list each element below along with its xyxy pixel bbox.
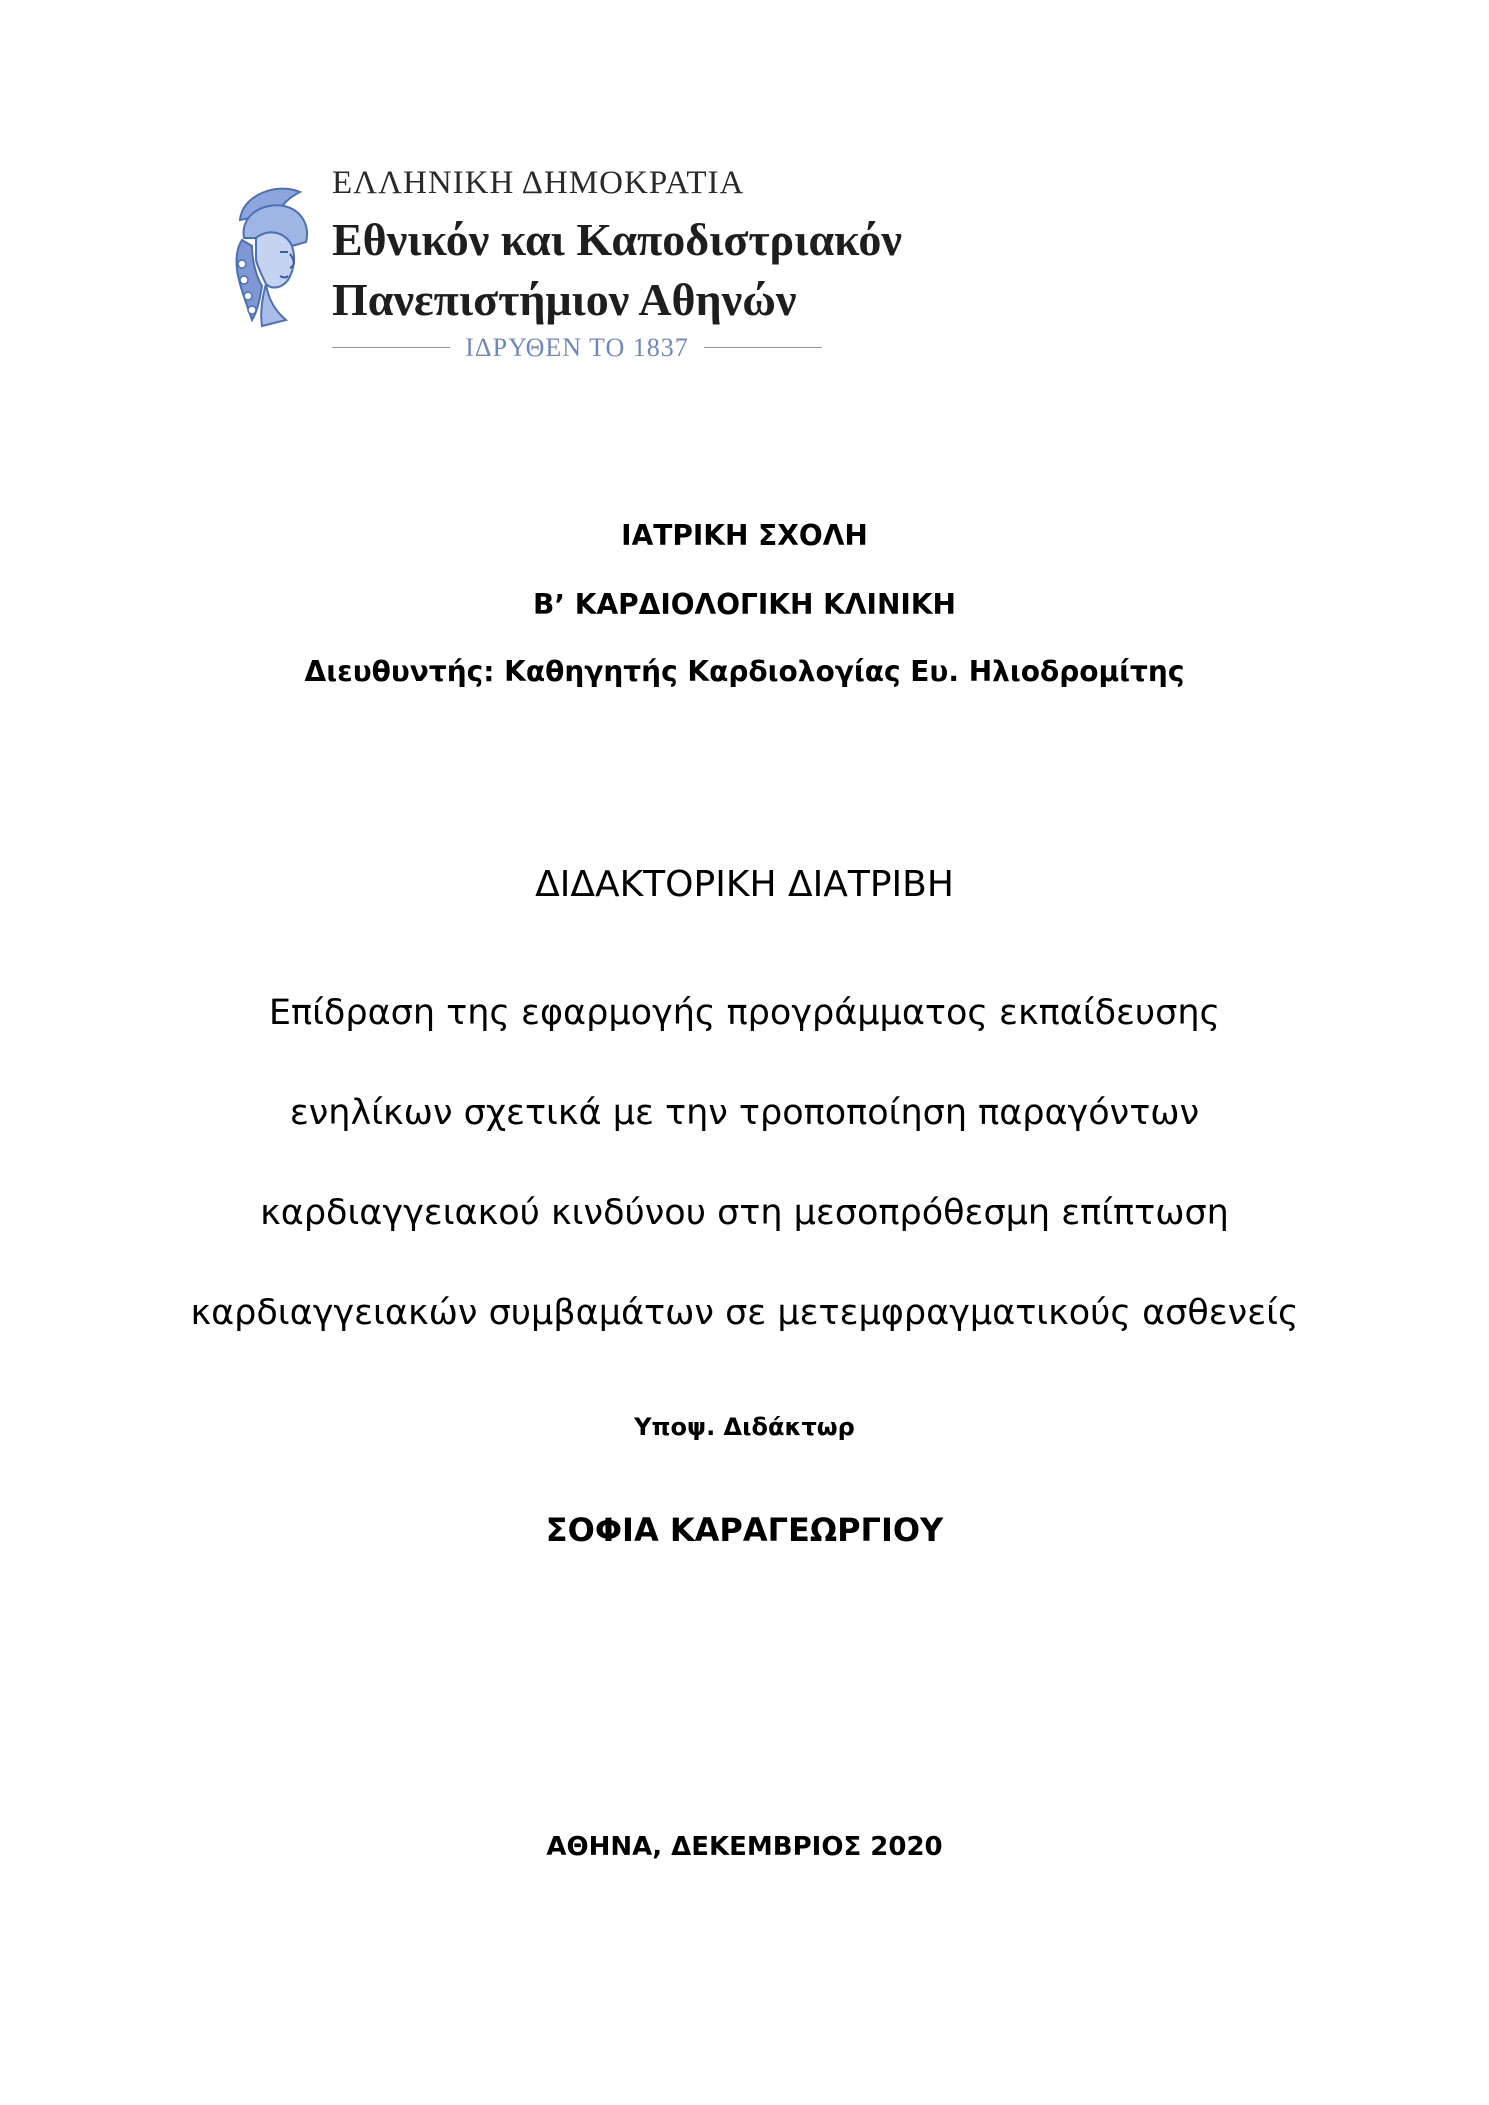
director-line: Διευθυντής: Καθηγητής Καρδιολογίας Ευ. Ηλιοδρομίτης: [304, 655, 1185, 688]
clinic-name: Β’ ΚΑΡΔΙΟΛΟΓΙΚΗ ΚΛΙΝΙΚΗ: [533, 588, 956, 621]
logo-rule-left: [332, 347, 450, 348]
logo-founded-text: ΙΔΡΥΘΕΝ ΤΟ 1837: [465, 333, 689, 362]
thesis-title-line-2: ενηλίκων σχετικά με την τροποποίηση παραγόντων: [289, 1093, 1200, 1133]
logo-university-line2: Πανεπιστήμιον Αθηνών: [332, 274, 797, 325]
logo-founded: [332, 333, 822, 363]
thesis-title-line-3: καρδιαγγειακού κινδύνου στη μεσοπρόθεσμη επίπτωση: [260, 1193, 1229, 1233]
school-name: ΙΑΤΡΙΚΗ ΣΧΟΛΗ: [621, 519, 868, 552]
athena-head-emblem-icon: [222, 180, 322, 330]
thesis-title-line-4: καρδιαγγειακών συμβαμάτων σε μετεμφραγματικούς ασθενείς: [190, 1293, 1299, 1333]
logo-republic: ΕΛΛΗΝΙΚΗ ΔΗΜΟΚΡΑΤΙΑ: [332, 165, 745, 201]
logo-rule-right: [704, 347, 822, 348]
document-type-heading: ΔΙΔΑΚΤΟΡΙΚΗ ΔΙΑΤΡΙΒΗ: [535, 864, 954, 905]
place-and-date: ΑΘΗΝΑ, ΔΕΚΕΜΒΡΙΟΣ 2020: [546, 1832, 943, 1862]
thesis-title-line-1: Επίδραση της εφαρμογής προγράμματος εκπαίδευσης: [268, 993, 1221, 1033]
candidate-label: Υποψ. Διδάκτωρ: [634, 1413, 855, 1441]
logo-university-line1: Εθνικόν και Καποδιστριακόν: [332, 214, 902, 265]
author-name: ΣΟΦΙΑ ΚΑΡΑΓΕΩΡΓΙΟΥ: [545, 1511, 944, 1549]
university-logo: [222, 165, 942, 365]
